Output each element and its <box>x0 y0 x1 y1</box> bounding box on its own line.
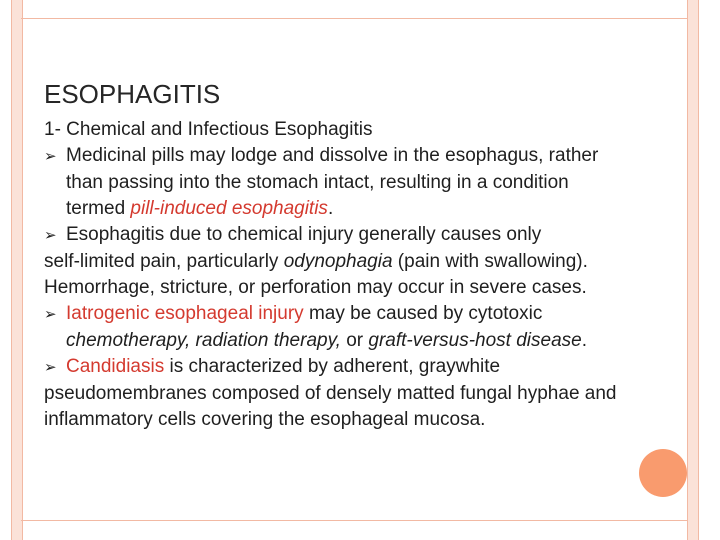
term-odynophagia: odynophagia <box>283 251 393 272</box>
section-heading: 1- Chemical and Infectious Esophagitis <box>44 119 373 140</box>
bullet-4-cont: inflammatory cells covering the esophageal mucosa. <box>44 409 486 430</box>
arrow-bullet-icon: ➢ <box>44 227 57 244</box>
arrow-bullet-icon: ➢ <box>44 359 57 376</box>
bullet-3: ➢ Iatrogenic esophageal injury may be caused by cytotoxic <box>44 301 714 328</box>
bullet-2-cont: self-limited pain, particularly odynophagia (pain with swallowing). <box>44 251 588 272</box>
bullet-4-cont: pseudomembranes composed of densely matted fungal hyphae and <box>44 383 617 404</box>
bullet-2: ➢ Esophagitis due to chemical injury generally causes only <box>44 222 714 249</box>
bullet-1: ➢ Medicinal pills may lodge and dissolve in the esophagus, rather <box>44 143 714 170</box>
term-iatrogenic-injury: Iatrogenic esophageal injury <box>66 303 304 324</box>
accent-circle <box>639 449 687 497</box>
bottom-frame-line <box>21 520 687 521</box>
arrow-bullet-icon: ➢ <box>44 148 57 165</box>
term-pill-induced-esophagitis: pill-induced esophagitis <box>130 198 328 219</box>
arrow-bullet-icon: ➢ <box>44 306 57 323</box>
top-frame-line <box>21 18 687 19</box>
bullet-1-cont: termed pill-induced esophagitis. <box>66 198 334 219</box>
bullet-1-cont: than passing into the stomach intact, resulting in a condition <box>66 172 569 193</box>
bullet-4: ➢ Candidiasis is characterized by adherent, graywhite <box>44 354 714 381</box>
slide-title: ESOPHAGITIS <box>44 79 221 109</box>
bullet-2-cont: Hemorrhage, stricture, or perforation may occur in severe cases. <box>44 277 587 298</box>
term-candidiasis: Candidiasis <box>66 356 165 377</box>
slide-body <box>44 117 714 433</box>
left-frame-bar <box>11 0 23 540</box>
bullet-3-cont: chemotherapy, radiation therapy, or graft-versus-host disease. <box>66 330 588 351</box>
